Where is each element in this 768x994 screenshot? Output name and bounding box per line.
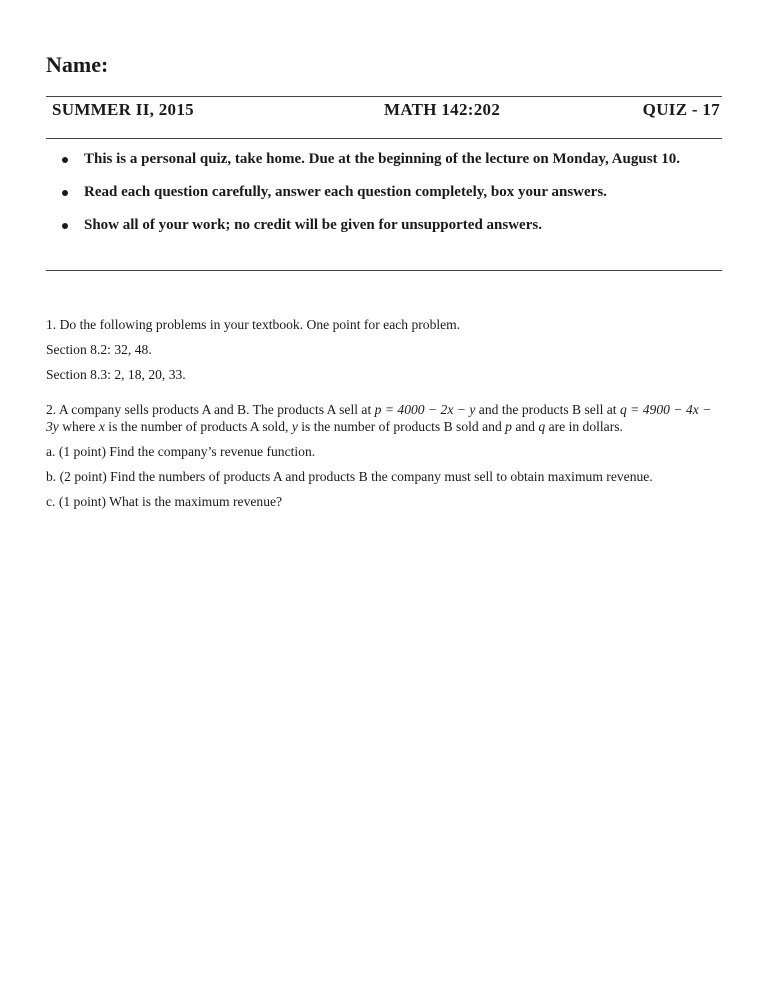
instruction-item bbox=[62, 150, 724, 169]
price-equation-q: q = 4900 − 4x − 3y bbox=[46, 402, 712, 434]
problem-1-section-8-2: Section 8.2: 32, 48. bbox=[46, 342, 152, 357]
term-label: SUMMER II, 2015 bbox=[52, 100, 194, 119]
instruction-item bbox=[62, 183, 724, 202]
price-equation-p: p = 4000 − 2x − y bbox=[374, 402, 476, 417]
bullet-icon bbox=[62, 190, 68, 196]
course-label: MATH 142:202 bbox=[384, 100, 501, 119]
instruction-item bbox=[62, 216, 724, 235]
quiz-label: QUIZ - 17 bbox=[642, 100, 720, 119]
problem-2-part-c: c. (1 point) What is the maximum revenue? bbox=[46, 494, 283, 509]
bullet-icon bbox=[62, 157, 68, 163]
problem-1-text: 1. Do the following problems in your textbook. One point for each problem. bbox=[46, 317, 461, 332]
bullet-icon bbox=[62, 223, 68, 229]
instructions-bottom-rule bbox=[46, 270, 722, 271]
problem-2-part-a: a. (1 point) Find the company’s revenue function. bbox=[46, 444, 316, 459]
instructions-list bbox=[62, 150, 724, 249]
problems bbox=[46, 316, 722, 518]
name-label: Name: bbox=[46, 52, 109, 77]
instruction-text: Show all of your work; no credit will be given for unsupported answers. bbox=[84, 217, 542, 233]
header-bottom-rule bbox=[46, 138, 722, 139]
problem-1-section-8-3: Section 8.3: 2, 18, 20, 33. bbox=[46, 367, 186, 382]
header-top-rule bbox=[46, 96, 722, 97]
instruction-text: Read each question carefully, answer each question completely, box your answers. bbox=[84, 184, 607, 200]
problem-2-statement: 2. A company sells products A and B. The products A sell at p = 4000 − 2x − y and the products B sell at q = 4900 − 4x − 3y where x is the number of products A sold, y is the number of products B sold and p and q are in dollars. bbox=[46, 402, 712, 434]
problem-2-part-b: b. (2 point) Find the numbers of products A and products B the company must sell to obtain maximum revenue. bbox=[46, 469, 653, 484]
instruction-text: This is a personal quiz, take home. Due at the beginning of the lecture on Monday, August 10. bbox=[84, 151, 681, 167]
